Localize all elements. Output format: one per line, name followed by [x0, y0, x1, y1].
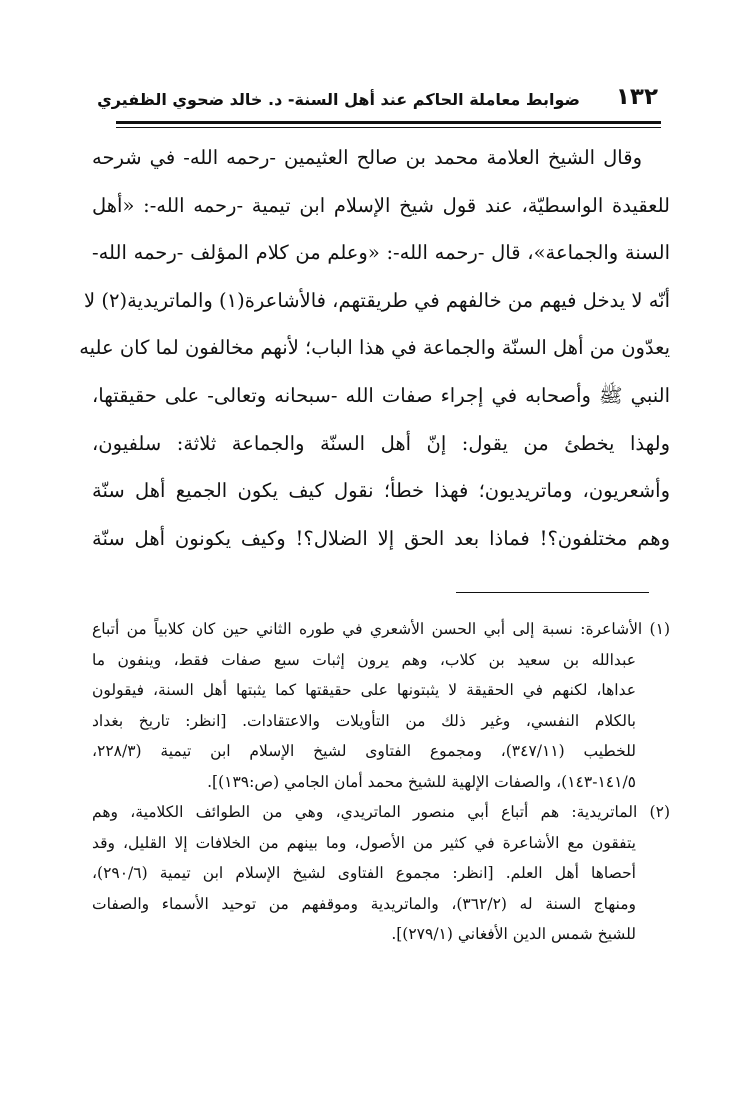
footnotes — [92, 614, 670, 950]
text-line: النبي ﷺ وأصحابه في إجراء صفات الله -سبحانه وتعالى- على حقيقتها، — [92, 383, 670, 407]
text-line: وهم مختلفون؟! فماذا بعد الحق إلا الضلال؟! وكيف يكونون أهل سنّة — [92, 526, 670, 550]
text-line: وقال الشيخ العلامة محمد بن صالح العثيمين -رحمه الله- في شرحه — [92, 146, 642, 169]
footnote-line: ١٤١/٥-١٤٣)، والصفات الإلهية للشيخ محمد أمان الجامي (ص:١٣٩)]. — [207, 772, 636, 791]
footnote-2 — [92, 797, 670, 950]
footnote-line: ومنهاج السنة له (٣٦٢/٢)، والماتريدية وموقفهم من توحيد الأسماء والصفات — [92, 894, 636, 913]
footnote-separator — [456, 592, 649, 593]
header-rule-thick — [116, 121, 661, 124]
text-line: السنة والجماعة»، قال -رحمه الله-: «وعلم من كلام المؤلف -رحمه الله- — [92, 241, 670, 265]
running-title: ضوابط معاملة الحاكم عند أهل السنة- د. خالد ضحوي الظفيري — [97, 90, 580, 109]
footnote-line: للخطيب (٣٤٧/١١)، ومجموع الفتاوى لشيخ الإسلام ابن تيمية (٢٢٨/٣، — [92, 742, 636, 760]
page-header — [97, 84, 658, 118]
footnote-line: أحصاها أهل العلم. [انظر: مجموع الفتاوى لشيخ الإسلام ابن تيمية (٢٩٠/٦)، — [92, 864, 636, 882]
footnote-line: (١) الأشاعرة: نسبة إلى أبي الحسن الأشعري في طوره الثاني حين كان كلابياً من أتباع — [92, 620, 670, 638]
footnote-line: للشيخ شمس الدين الأفغاني (٢٧٩/١)]. — [391, 925, 636, 943]
main-text — [79, 134, 670, 562]
text-line: للعقيدة الواسطيّة، عند قول شيخ الإسلام ابن تيمية -رحمه الله-: «أهل — [92, 193, 670, 217]
page-number: ١٣٢ — [615, 84, 658, 110]
footnote-line: يتفقون مع الأشاعرة في كثير من الأصول، وما بينهم من الخلافات إلا القليل، وقد — [92, 833, 636, 852]
footnote-line: عبدالله بن سعيد بن كلاب، وهم يرون إثبات سبع صفات فقط، وينفون ما — [92, 650, 636, 669]
footnote-1 — [92, 614, 670, 797]
footnote-line: عداها، لكنهم في الحقيقة لا يثبتونها على حقيقتها كما يثبتها أهل السنة، فيقولون — [92, 681, 636, 699]
footnote-line: (٢) الماتريدية: هم أتباع أبي منصور الماتريدي، وهي من الطوائف الكلامية، وهم — [92, 803, 670, 821]
text-line: ولهذا يخطئ من يقول: إنّ أهل السنّة والجماعة ثلاثة: سلفيون، — [92, 431, 670, 455]
text-line: يعدّون من أهل السنّة والجماعة في هذا الباب؛ لأنهم مخالفون لما كان عليه — [79, 336, 670, 360]
text-line: وأشعريون، وماتريديون؛ فهذا خطأ؛ نقول كيف يكون الجميع أهل سنّة — [92, 479, 670, 503]
footnote-line: بالكلام النفسي، وغير ذلك من التأويلات والاعتقادات. [انظر: تاريخ بغداد — [92, 711, 636, 730]
text-line: أنّه لا يدخل فيهم من خالفهم في طريقتهم، فالأشاعرة(١) والماتريدية(٢) لا — [84, 288, 670, 312]
header-rule-thin — [116, 127, 661, 128]
